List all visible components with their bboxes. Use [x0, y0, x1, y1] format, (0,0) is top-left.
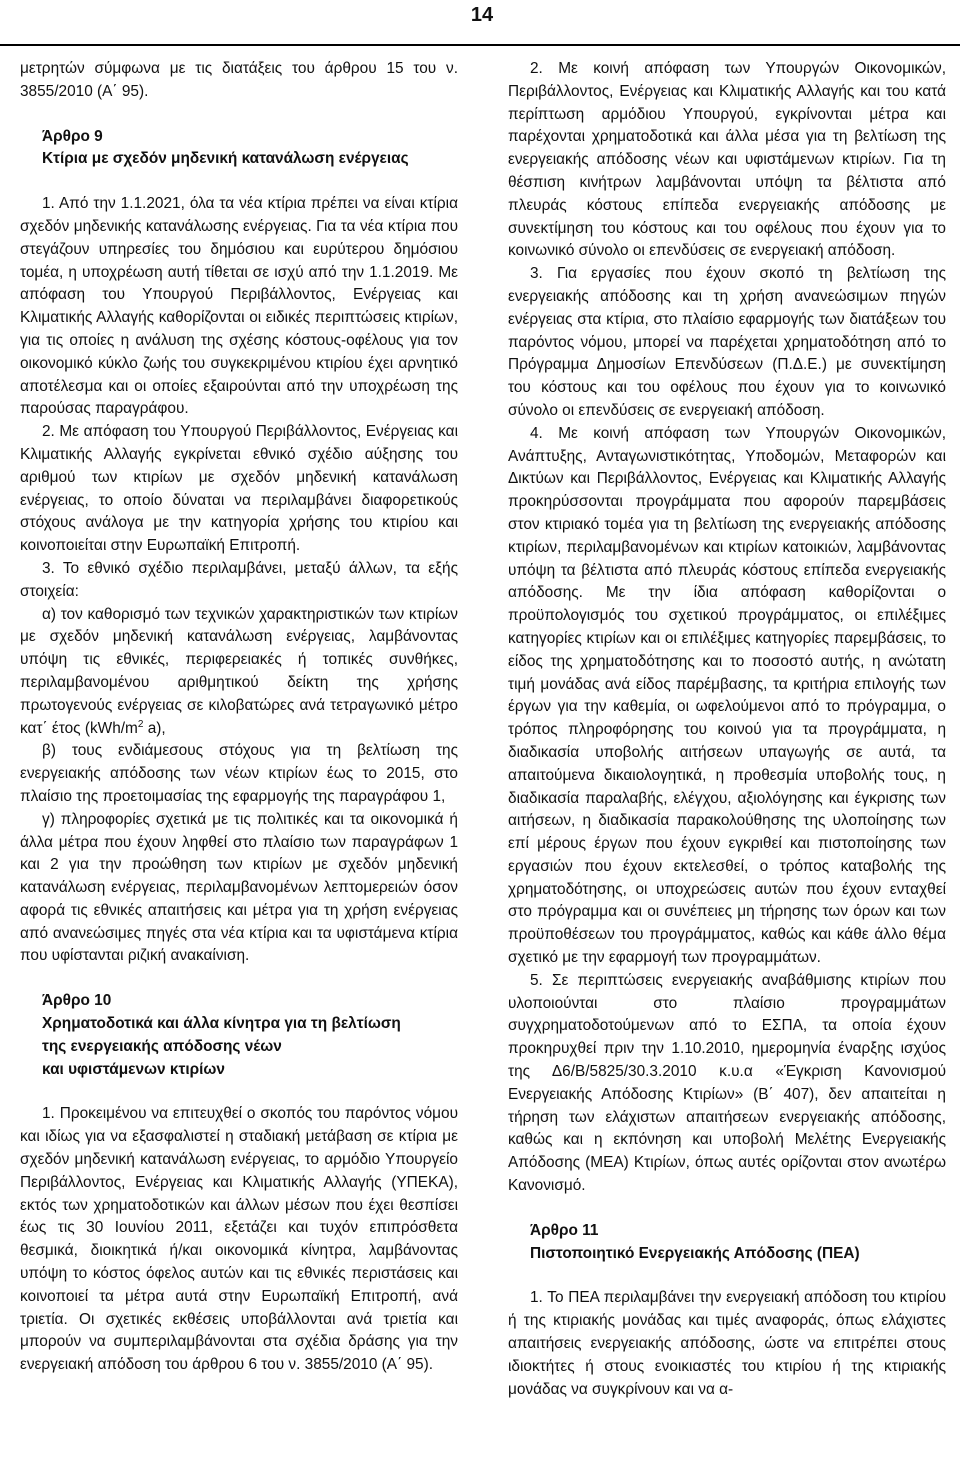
article-10-paragraph-1: 1. Προκειμένου να επιτευχθεί ο σκοπός του παρόντος νόμου και ιδίως για να εξασφαλιστεί η σταδιακή μετάβαση σε κτίρια με σχεδόν μηδενική κατανάλωση ενέργειας, το αρμόδιο Υπουργείο Περιβάλλοντος, Ενέργειας και Κλιματικής Αλλαγής (ΥΠΕΚΑ), εκτός των χρηματοδοτικών και άλλων μέσων που έχει θεσπίσει έως τις 30 Ιουνίου 2011, εξετάζει και τυχόν επιπρόσθετα θεσμικά, διοικητικά ή/και οικονομικά κίνητρα, λαμβάνοντας υπόψη το κόστος όφελος αυτών και τις εθνικές περιστάσεις και κοινοποιεί τα μέτρα αυτά στην Ευρωπαϊκή Επιτροπή, ανά τριετία. Οι σχετικές εκθέσεις υποβάλλονται ανά τριετία και μπορούν να συμπεριλαμβάνονται στα σχέδια δράσης για την ενεργειακή απόδοση του άρθρου 6 του ν. 3855/2010 (Α΄ 95).	[20, 1105, 458, 1374]
article-10-paragraph-5: 5. Σε περιπτώσεις ενεργειακής αναβάθμισης κτιρίων που υλοποιούνται στο πλαίσιο προγραμμάτων συγχρηματοδοτούμενων από το ΕΣΠΑ, τα οποία έχουν προκηρυχθεί πριν την 1.10.2010, ημερομηνία έναρξης ισχύος της Δ6/Β/5825/30.3.2010 κ.υ.α «Έγκριση Κανονισμού Ενεργειακής Απόδοσης Κτιρίων» (Β΄ 407), δεν απαιτείται η τήρηση των ελάχιστων απαιτήσεων ενεργειακής απόδοσης, καθώς και η εκπόνηση και υποβολή Μελέτης Ενεργειακής Απόδοσης (ΜΕΑ) Κτιρίων, όπως αυτές ορίζονται στον ανωτέρω Κανονισμό.	[508, 971, 946, 1195]
article-9-label: Άρθρο 9	[42, 127, 103, 145]
superscript: 2	[137, 718, 144, 730]
article-11-title: Πιστοποιητικό Ενεργειακής Απόδοσης (ΠΕΑ)	[530, 1244, 860, 1262]
header-rule	[0, 44, 960, 46]
right-column	[508, 58, 946, 1401]
article-10-title-line-3: και υφιστάμενων κτιρίων	[42, 1060, 225, 1078]
article-9-paragraph-3: 3. Το εθνικό σχέδιο περιλαμβάνει, μεταξύ άλλων, τα εξής στοιχεία:	[20, 559, 458, 600]
article-9-title: Κτίρια με σχεδόν μηδενική κατανάλωση ενέργειας	[42, 150, 409, 168]
article-11-label: Άρθρο 11	[530, 1221, 599, 1239]
article-10-title-line-1: Χρηματοδοτικά και άλλα κίνητρα για τη βελτίωση	[42, 1015, 401, 1033]
article-9-paragraph-1: 1. Από την 1.1.2021, όλα τα νέα κτίρια πρέπει να είναι κτίρια σχεδόν μηδενικής κατανάλωσης ενέργειας. Για τα νέα κτίρια που στεγάζουν υπηρεσίες του δημόσιου και ευρύτερου δημόσιου τομέα, η υποχρέωση αυτή τίθεται σε ισχύ από την 1.1.2019. Με απόφαση του Υπουργού Περιβάλλοντος, Ενέργειας και Κλιματικής Αλλαγής καθορίζονται οι ειδικές περιπτώσεις κτιρίων, για τις οποίες η ανάλυση της σχέσης κόστους-οφέλους για τον οικονομικό κύκλο ζωής του συγκεκριμένου κτιρίου έχει αρνητικό αποτέλεσμα και οι οποίες εξαιρούνται από την υποχρέωση της παρούσας παραγράφου.	[20, 195, 458, 418]
article-9-item-a-text: α) τον καθορισμό των τεχνικών χαρακτηριστικών των κτιρίων με σχεδόν μηδενική κατανάλωση ενέργειας, λαμβάνοντας υπόψη τις εθνικές, περιφερειακές ή τοπικές συνθήκες, περιλαμβανομένου αριθμητικού δείκτη της χρήσης πρωτογενούς ενέργειας σε κιλοβατώρες ανά τετραγωνικό μέτρο κατ΄ έτος (kWh/m	[20, 605, 458, 737]
article-9-paragraph-2: 2. Με απόφαση του Υπουργού Περιβάλλοντος, Ενέργειας και Κλιματικής Αλλαγής εγκρίνεται εθνικό σχέδιο αύξησης του αριθμού των κτιρίων με σχεδόν μηδενική κατανάλωση ενέργειας, το οποίο δύναται να περιλαμβάνει διαφορετικούς στόχους ανάλογα με την κατηγορία χρήσης του κτιρίου και κοινοποιείται στην Ευρωπαϊκή Επιτροπή.	[20, 423, 458, 555]
article-9-item-c: γ) πληροφορίες σχετικά με τις πολιτικές και τα οικονομικά ή άλλα μέτρα που έχουν ληφθεί στο πλαίσιο των παραγράφων 1 και 2 για την προώθηση των κτιρίων με σχεδόν μηδενική κατανάλωση ενέργειας, περιλαμβανομένων λεπτομερειών όσον αφορά τις εθνικές απαιτήσεις και μέτρα για τη χρήση ενέργειας από ανανεώσιμες πηγές στα νέα κτίρια και τα υφιστάμενα κτίρια που υφίστανται ριζική ανακαίνιση.	[20, 810, 458, 965]
article-9-item-a-end: a),	[143, 719, 166, 737]
article-10-title-line-2: της ενεργειακής απόδοσης νέων	[42, 1037, 282, 1055]
article-10-paragraph-4: 4. Με κοινή απόφαση των Υπουργών Οικονομικών, Ανάπτυξης, Ανταγωνιστικότητας, Υποδομών, Μεταφορών και Δικτύων και Περιβάλλοντος, Ενέργειας και Κλιματικής Αλλαγής προκηρύσσονται προγράμματα που αφορούν παρεμβάσεις στον κτιριακό τομέα για τη βελτίωση της ενεργειακής απόδοσης κτιρίων, περιλαμβανομένων και κτιρίων κατοικιών, λαμβάνοντας υπόψη τα βέλτιστα από πλευράς κόστους επίπεδα ενεργειακής απόδοσης. Με την ίδια απόφαση καθορίζονται ο προϋπολογισμός του σχετικού προγράμματος, οι επιλέξιμες κατηγορίες κτιρίων και οι επιλέξιμες κατηγορίες παρεμβάσεις, το είδος της χρηματοδότησης και το ποσοστό αυτής, η ανώτατη τιμή μονάδας ανά είδος παρέμβασης, τα κριτήρια επιλογής των έργων για την καθεμία, οι ωφελούμενοι από το πρόγραμμα, ο τρόπος πληροφόρησης του κοινού για τα προγράμματα, η διαδικασία υποβολής αιτήσεων υπαγωγής σε αυτά, τα απαιτούμενα δικαιολογητικά, η προθεσμία υποβολής τους, η διαδικασία παραλαβής, ελέγχου, αξιολόγησης και έγκρισης των αιτήσεων, η διαδικασία παρακολούθησης της υλοποίησης των επί μέρους έργων που έχουν εγκριθεί και πιστοποίησης των εργασιών που έχουν εκτελεσθεί, ο τρόπος καταβολής της χρηματοδότησης, οι υποχρεώσεις αυτών που έχουν ενταχθεί στο πρόγραμμα και οι συνέπειες μη τήρησης των όρων και των προϋποθέσεων του προγράμματος, καθώς και κάθε άλλο θέμα σχετικό με την εφαρμογή των προγραμμάτων.	[508, 424, 946, 967]
article-11-paragraph-1: 1. Το ΠΕΑ περιλαμβάνει την ενεργειακή απόδοση του κτιρίου ή της κτιριακής μονάδας και τιμές αναφοράς, όπως ελάχιστες απαιτήσεις ενεργειακής απόδοσης, ώστε να επιτρέπει στους ιδιοκτήτες ή στους ενοικιαστές του κτιρίου ή της κτιριακής μονάδας να συγκρίνουν και να α-	[508, 1289, 946, 1398]
article-10-label: Άρθρο 10	[42, 992, 112, 1010]
article-9-item-a	[20, 604, 458, 741]
page-number: 14	[470, 4, 494, 26]
intro-paragraph: μετρητών σύμφωνα με τις διατάξεις του άρθρου 15 του ν. 3855/2010 (Α΄ 95).	[20, 60, 458, 100]
left-column	[20, 58, 458, 1377]
article-9-item-b: β) τους ενδιάμεσους στόχους για τη βελτίωση της ενεργειακής απόδοσης των νέων κτιρίων έως το 2015, στο πλαίσιο της προετοιμασίας της εφαρμογής της παραγράφου 1,	[20, 742, 458, 805]
article-10-paragraph-2: 2. Με κοινή απόφαση των Υπουργών Οικονομικών, Περιβάλλοντος, Ενέργειας και Κλιματικής Αλλαγής και του κατά περίπτωση αρμόδιου Υπουργού, εγκρίνονται μέτρα και παρέχονται χρηματοδοτικά και άλλα μέσα για τη βελτίωση της ενεργειακής απόδοσης νέων και υφιστάμενων κτιρίων. Για τη θέσπιση κινήτρων λαμβάνονται υπόψη τα βέλτιστα από πλευράς κόστους επίπεδα ενεργειακής απόδοσης με συνεκτίμηση του κόστους και του οφέλους που έχουν για το κοινωνικό σύνολο οι επενδύσεις σε ενεργειακή απόδοση.	[508, 60, 946, 260]
article-10-paragraph-3: 3. Για εργασίες που έχουν σκοπό τη βελτίωση της ενεργειακής απόδοσης και τη χρήση ανανεώσιμων πηγών ενέργειας στα κτίρια, στο πλαίσιο εφαρμογής των διατάξεων του παρόντος νόμου, μπορεί να παρέχεται χρηματοδότηση από το Πρόγραμμα Δημοσίων Επενδύσεων (Π.Δ.Ε.) με συνεκτίμηση του κόστους και του οφέλους που έχουν για το κοινωνικό σύνολο οι επενδύσεις σε ενεργειακή απόδοση.	[508, 265, 946, 419]
